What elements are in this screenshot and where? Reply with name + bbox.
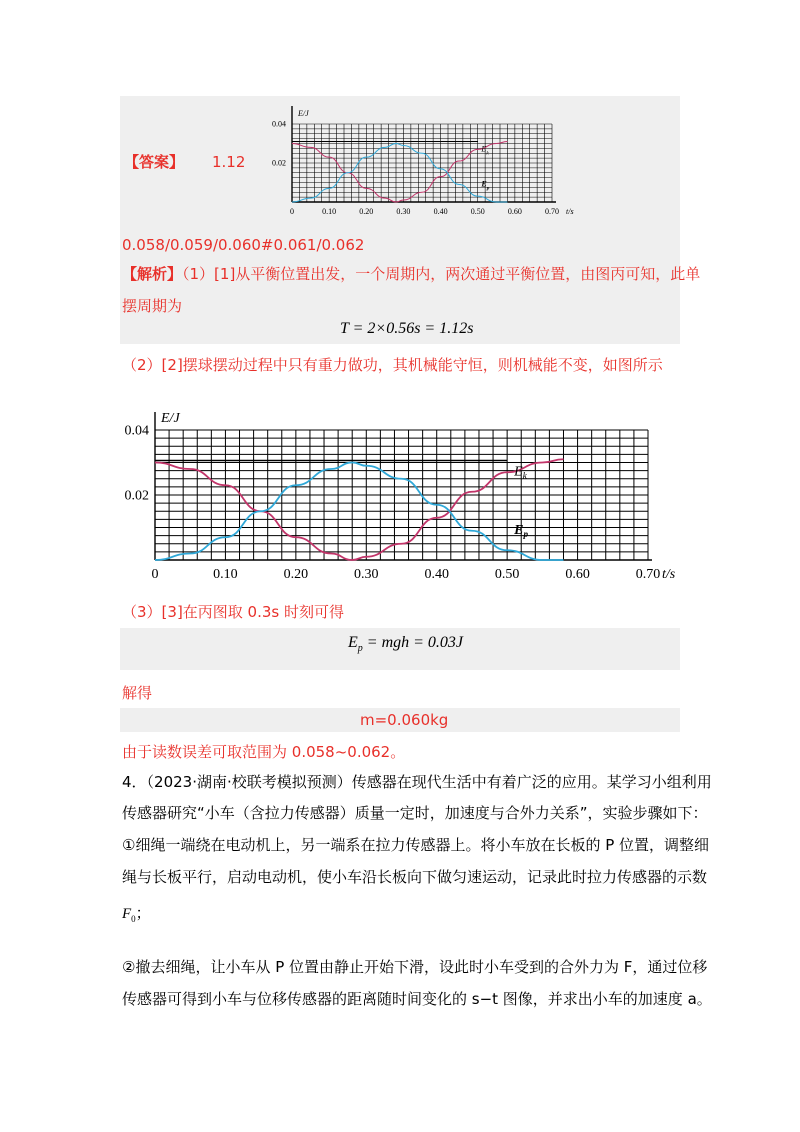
solve-label: 解得: [122, 684, 153, 702]
series-label-ep: $E_p$: [481, 179, 490, 192]
analysis-para-3: （3）[3]在丙图取 0.3s 时刻可得: [122, 603, 344, 621]
x-tick-label: 0.60: [565, 567, 590, 582]
problem4-line2: 传感器研究“小车（含拉力传感器）质量一定时，加速度与合外力关系”，实验步骤如下：: [122, 804, 708, 822]
problem4-line6: 传感器可得到小车与位移传感器的距离随时间变化的 s−t 图像，并求出小车的加速度 a。: [122, 990, 712, 1008]
equation-ep: [348, 634, 463, 654]
range-note: 由于读数误差可取范围为 0.058~0.062。: [122, 743, 406, 761]
equation-period: T = 2×0.56s = 1.12s: [340, 320, 474, 337]
analysis-para-2: （2）[2]摆球摆动过程中只有重力做功，其机械能守恒，则机械能不变，如图所示: [122, 356, 663, 374]
problem4-line1: 4．（2023·湖南·校联考模拟预测）传感器在现代生活中有着广泛的应用。某学习小组利用: [122, 773, 712, 791]
analysis-label: 【解析】: [122, 265, 183, 283]
series-label-ek: $E_k$: [481, 144, 489, 157]
y-axis-label: E/J: [298, 109, 309, 118]
result-mass: m=0.060kg: [360, 711, 449, 729]
f0-punct: ；: [135, 906, 151, 922]
series-label-ep: $E_p$: [514, 523, 529, 539]
x-tick-label: 0.20: [283, 567, 309, 582]
analysis-para-1: [122, 263, 700, 285]
y-tick-label: 0.04: [124, 423, 149, 439]
answer-label: 【答案】: [124, 153, 185, 171]
x-tick-label: 0.70: [545, 207, 559, 216]
analysis-line1: （1）[1]从平衡位置出发，一个周期内，两次通过平衡位置，由图丙可知，此单: [182, 265, 701, 283]
eq-ep-rest: = mgh = 0.03J: [362, 634, 464, 651]
y-tick-label: 0.02: [124, 488, 149, 504]
x-tick-label: 0.40: [424, 567, 449, 582]
y-tick-label: 0.02: [272, 158, 286, 168]
x-tick-label: 0.10: [213, 567, 238, 582]
answer-small-chart: [272, 96, 592, 220]
x-tick-label: 0.40: [433, 207, 448, 216]
problem4-f0: [122, 902, 151, 924]
y-tick-label: 0.04: [272, 119, 286, 129]
x-tick-label: 0.20: [359, 207, 374, 216]
series-line-e-k: [155, 459, 563, 560]
x-tick-label: 0.10: [322, 207, 337, 216]
x-tick-label: 0.50: [494, 567, 520, 582]
f0-sub: 0: [131, 914, 136, 924]
x-tick-label: 0: [290, 207, 294, 216]
problem4-line5: ②撤去细绳，让小车从 P 位置由静止开始下滑，设此时小车受到的合外力为 F，通过位移: [122, 958, 708, 976]
y-axis-label: E/J: [161, 411, 180, 426]
series-label-ek: $E_k$: [514, 464, 527, 481]
x-tick-label: 0.60: [507, 207, 522, 216]
x-tick-label: 0.30: [396, 207, 411, 216]
eq-ep-symbol: E: [348, 634, 358, 651]
x-tick-label: 0.50: [470, 207, 485, 216]
analysis-line2: 摆周期为: [122, 297, 183, 315]
x-tick-label: 0.30: [354, 567, 379, 582]
x-axis-label: t/s: [566, 207, 574, 216]
series-line-e-k: [292, 142, 507, 202]
x-tick-label: 0.70: [635, 567, 661, 582]
f0-symbol: F: [122, 906, 132, 922]
problem4-line4: 绳与长板平行，启动电动机，使小车沿长板向下做匀速运动，记录此时拉力传感器的示数: [122, 868, 708, 886]
problem4-line3: ①细绳一端绕在电动机上，另一端系在拉力传感器上。将小车放在长板的 P 位置，调整细: [122, 836, 710, 854]
energy-chart: [110, 380, 700, 585]
answer-value-period: 1.12: [212, 153, 246, 171]
answer-value-mass: 0.058/0.059/0.060#0.061/0.062: [122, 236, 365, 254]
eq-ep-sub: p: [357, 643, 363, 655]
x-axis-label: t/s: [662, 567, 676, 582]
x-tick-label: 0: [151, 567, 159, 582]
